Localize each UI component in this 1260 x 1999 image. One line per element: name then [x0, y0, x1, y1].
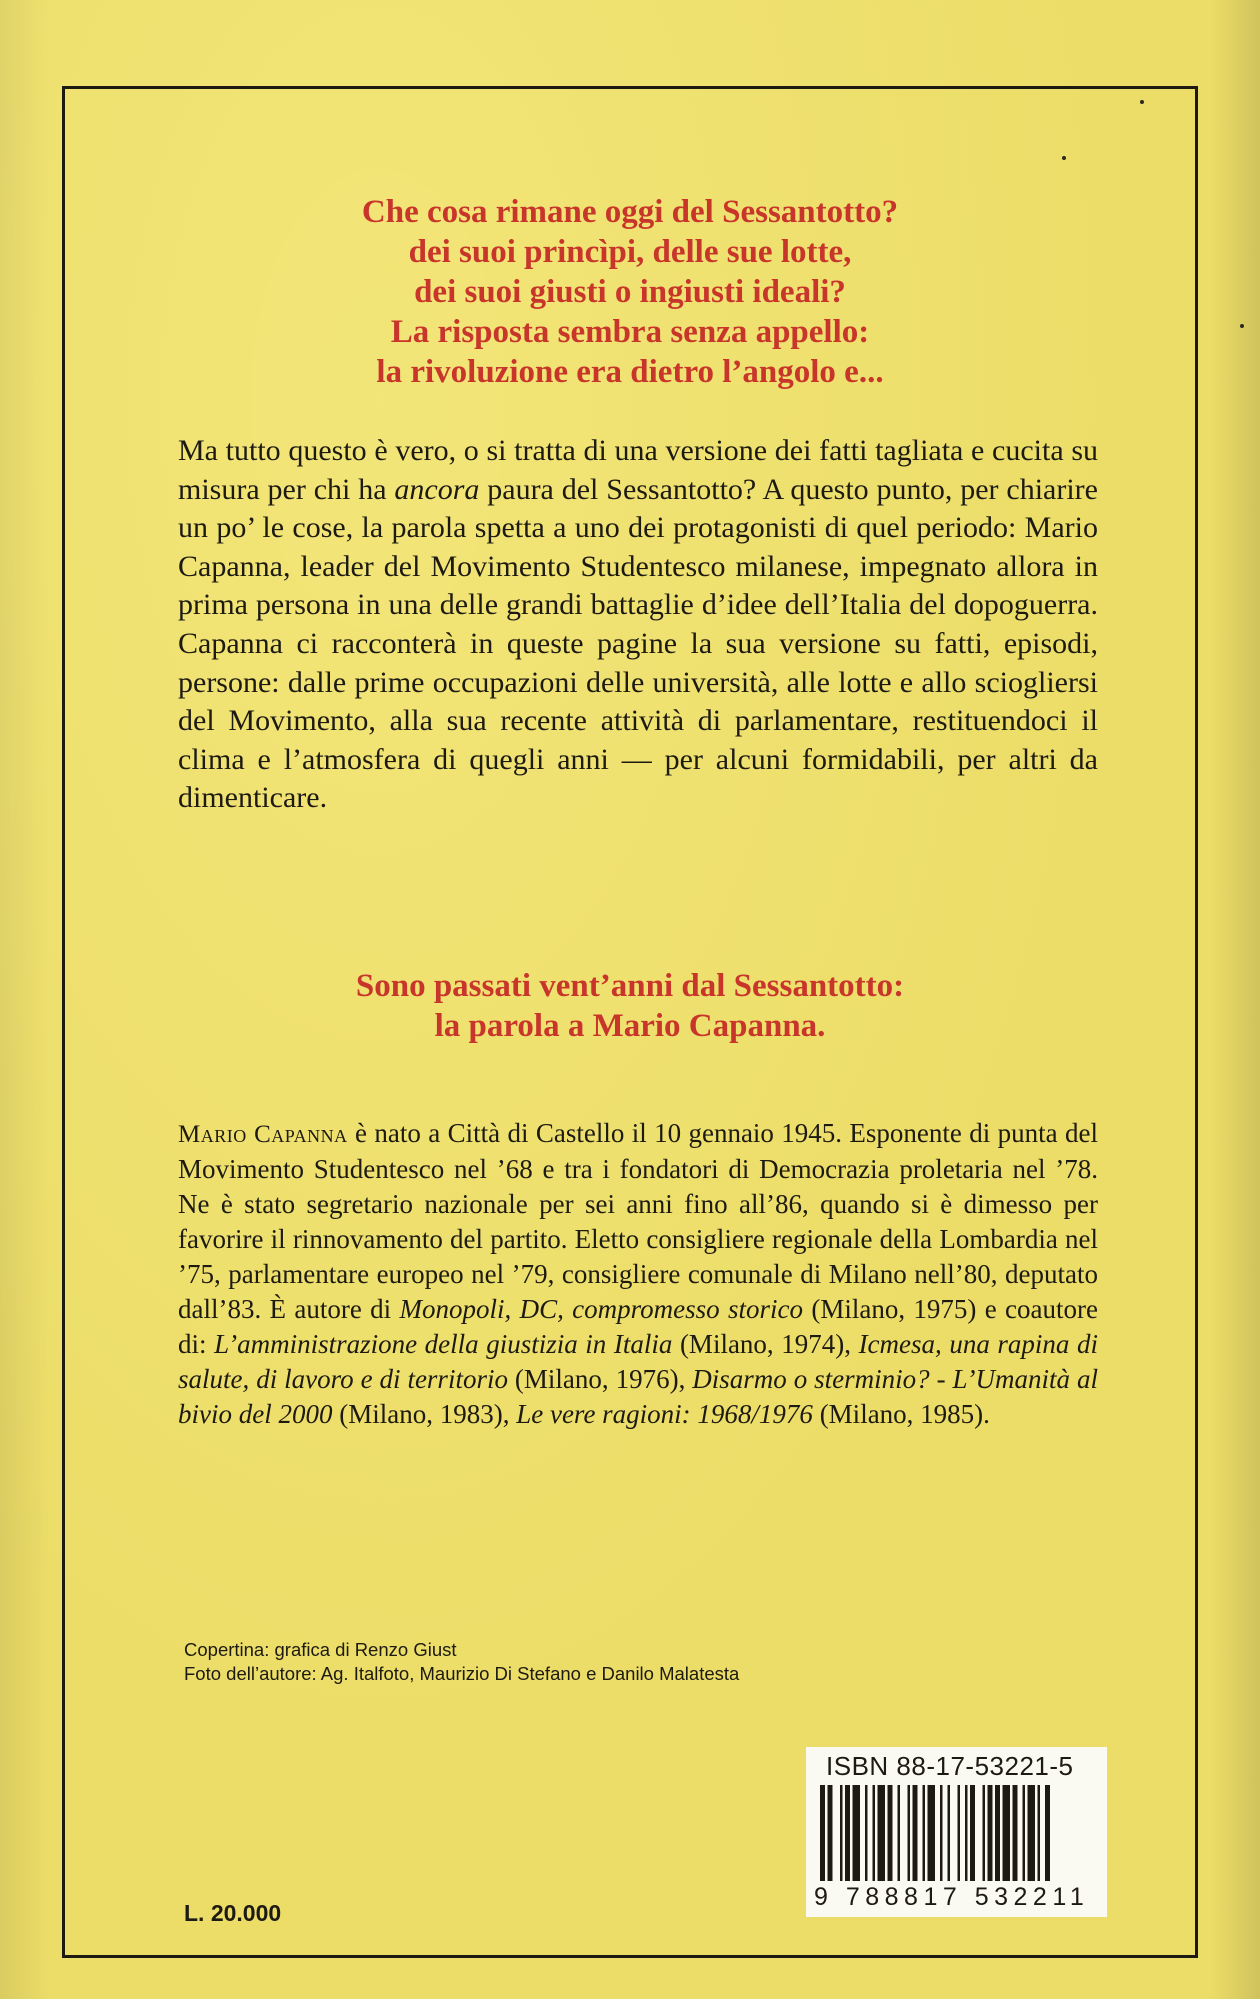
- barcode-bar: [958, 1785, 961, 1881]
- barcode-bar: [828, 1785, 833, 1881]
- blurb-text-end: paura del Sessantotto? A questo punto, per chiarire un po’ le cose, la parola spetta a uno dei protagonisti di quel periodo: Mario Capanna, leader del Movimento Studentesco milanese, impegnato allora in prima persona in una delle grandi battaglie d’idee dell’Italia del dopoguerra. Capanna ci racconterà in queste pagine la sua versione su fatti, episodi, persone: dalle prime occupazioni delle università, alle lotte e allo sciogliersi del Movimento, alla sua recente attività di parlamentare, restituendoci il clima e l’atmosfera di quegli anni — per alcuni formidabili, per altri da dimenticare.: [178, 472, 1098, 815]
- author-bio: [178, 1116, 1098, 1432]
- barcode-bar: [928, 1785, 936, 1881]
- headline: [140, 192, 1120, 392]
- headline-line: dei suoi princìpi, delle sue lotte,: [408, 234, 852, 270]
- paper-speck: [1140, 100, 1144, 104]
- closing-line: Sono passati vent’anni dal Sessantotto:: [355, 968, 905, 1004]
- headline-line: la rivoluzione era dietro l’angolo e...: [376, 354, 884, 390]
- barcode-bar: [1013, 1785, 1018, 1881]
- closing-line: la parola a Mario Capanna.: [434, 1008, 826, 1044]
- book-title: Le vere ragioni: 1968/1976: [516, 1399, 813, 1429]
- barcode-bar: [1045, 1785, 1050, 1881]
- barcode-bar: [908, 1785, 911, 1881]
- barcode-bar: [865, 1785, 868, 1881]
- isbn-text: ISBN 88-17-53221-5: [826, 1751, 1074, 1781]
- barcode-bar: [923, 1785, 926, 1881]
- book-title: Disarmo o sterminio? - L’Umanità al bivio del 2000: [178, 1364, 1098, 1429]
- blurb-paragraph: [178, 432, 1098, 818]
- barcode-bar: [840, 1785, 843, 1881]
- barcode-bar: [913, 1785, 918, 1881]
- barcode-bar: [853, 1785, 861, 1881]
- barcode-bar: [983, 1785, 986, 1881]
- barcode-bar: [988, 1785, 993, 1881]
- barcode-bar: [970, 1785, 975, 1881]
- closing-statement: [150, 966, 1110, 1046]
- paper-speck: [1240, 324, 1244, 328]
- barcode-bar: [948, 1785, 951, 1881]
- barcode-block: [806, 1747, 1107, 1917]
- bio-text: è nato a Città di Castello il 10 gennaio 1945. Esponente di punta del Movimento Studentesco nel ’68 e tra i fondatori di Democrazia proletaria nel ’78. Ne è stato segretario nazionale per sei anni fino all’86, quando si è dimesso per favorire il rinnovamento del partito. Eletto consigliere regionale della Lombardia nel ’75, parlamentare europeo nel ’79, consigliere comunale di Milano nell’80, deputato dall’83. È autore di: [178, 1118, 1098, 1324]
- barcode-bar: [1003, 1785, 1011, 1881]
- barcode-bar: [1028, 1785, 1036, 1881]
- cover-credit: Copertina: grafica di Renzo Giust: [184, 1639, 457, 1660]
- book-title: L’amministrazione della giustizia in Italia: [214, 1329, 673, 1359]
- barcode-bar: [1038, 1785, 1041, 1881]
- barcode-bar: [965, 1785, 968, 1881]
- barcode-bar: [845, 1785, 850, 1881]
- bio-text: (Milano, 1975) e coautore di:: [178, 1294, 1098, 1359]
- barcode-bar: [873, 1785, 876, 1881]
- headline-line: La risposta sembra senza appello:: [390, 314, 870, 350]
- photo-credit: Foto dell’autore: Ag. Italfoto, Maurizio Di Stefano e Danilo Malatesta: [184, 1663, 740, 1684]
- barcode-bar: [878, 1785, 886, 1881]
- barcode-bar: [820, 1785, 825, 1881]
- blurb-text-start: Ma tutto questo è vero, o si tratta di una versione dei fatti tagliata e cucita su misura per chi ha: [178, 434, 1098, 506]
- barcode-icon: [820, 1785, 1092, 1881]
- book-title: Icmesa, una rapina di salute, di lavoro e di territorio: [178, 1329, 1098, 1394]
- bio-text: (Milano, 1974),: [672, 1329, 859, 1359]
- barcode-bar: [888, 1785, 893, 1881]
- bio-text: (Milano, 1976),: [507, 1364, 693, 1394]
- blurb-italic-word: ancora: [394, 472, 480, 506]
- author-name: Mario Capanna: [178, 1121, 348, 1148]
- bio-text: (Milano, 1983),: [332, 1399, 517, 1429]
- barcode-bar: [940, 1785, 943, 1881]
- barcode-bar: [1023, 1785, 1026, 1881]
- bio-text: (Milano, 1985).: [812, 1399, 990, 1429]
- credits: [184, 1638, 739, 1686]
- ean-digits: 9 788817 532211: [814, 1883, 1090, 1911]
- headline-line: dei suoi giusti o ingiusti ideali?: [414, 274, 846, 310]
- book-title: Monopoli, DC, compromesso storico: [399, 1294, 804, 1324]
- headline-line: Che cosa rimane oggi del Sessantotto?: [361, 194, 899, 230]
- paper-speck: [1062, 156, 1066, 160]
- barcode-bar: [898, 1785, 901, 1881]
- price-label: L. 20.000: [184, 1900, 282, 1926]
- barcode-bar: [995, 1785, 1000, 1881]
